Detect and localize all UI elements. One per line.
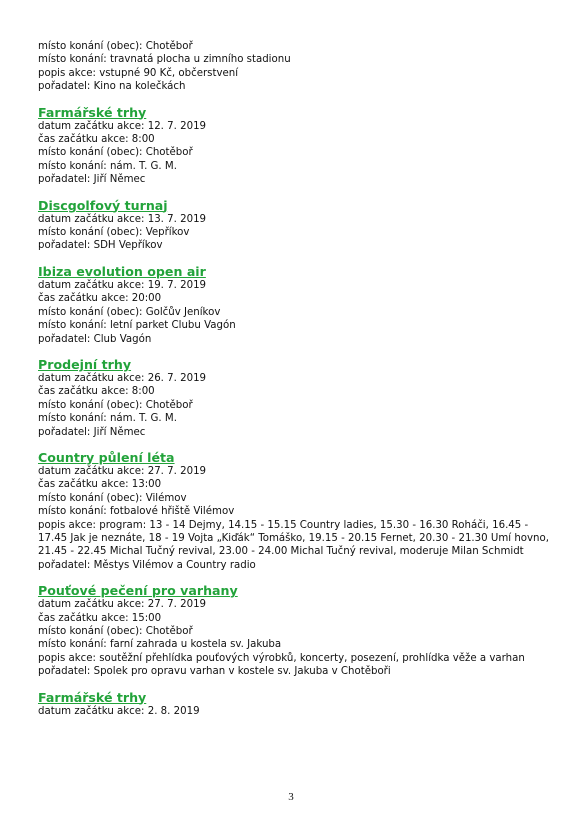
event-farmers-market-2 <box>38 690 560 718</box>
event-venue: místo konání: travnatá plocha u zimního stadionu <box>38 54 291 66</box>
page-number: 3 <box>288 791 294 803</box>
event-sales-market <box>38 357 560 439</box>
event-description: popis akce: program: 13 - 14 Dejmy, 14.15 - 15.15 Country ladies, 15.30 - 16.30 Roháči, 16.45 - 17.45 Jak je neznáte, 18 - 19 Vojta „Kiďák“ Tomáško, 19.15 - 20.15 Fernet, 20.30 - 21.30 Umí hovno, 21.45 - 22.45 Michal Tučný revival, 23.00 - 24.00 Michal Tučný revival, moderuje Milan Schmidt <box>38 519 549 558</box>
event-venue: místo konání: nám. T. G. M. <box>38 160 177 172</box>
event-farmers-market <box>38 105 560 187</box>
event-organizer: pořadatel: Kino na kolečkách <box>38 81 186 93</box>
event-organizer: pořadatel: Spolek pro opravu varhan v kostele sv. Jakuba v Chotěboři <box>38 666 391 678</box>
event-continued <box>38 40 560 94</box>
event-start-time: čas začátku akce: 13:00 <box>38 479 162 491</box>
event-discgolf <box>38 198 560 253</box>
event-title[interactable]: Discgolfový turnaj <box>38 197 168 213</box>
event-ibiza <box>38 264 560 346</box>
event-venue-town: místo konání (obec): Vepříkov <box>38 227 190 239</box>
event-title[interactable]: Farmářské trhy <box>38 104 147 120</box>
event-start-date: datum začátku akce: 27. 7. 2019 <box>38 465 207 477</box>
event-start-time: čas začátku akce: 8:00 <box>38 386 155 398</box>
event-venue-town: místo konání (obec): Chotěboř <box>38 41 193 52</box>
event-start-date: datum začátku akce: 26. 7. 2019 <box>38 372 207 384</box>
event-description: popis akce: soutěžní přehlídka pouťových výrobků, koncerty, posezení, prohlídka věže a varhan <box>38 652 525 664</box>
event-venue-town: místo konání (obec): Chotěboř <box>38 399 193 411</box>
event-organizer: pořadatel: Jiří Němec <box>38 426 146 438</box>
event-venue: místo konání: letní parket Clubu Vagón <box>38 320 236 332</box>
event-organizer: pořadatel: Jiří Němec <box>38 174 146 186</box>
event-venue: místo konání: nám. T. G. M. <box>38 413 177 425</box>
event-start-date: datum začátku akce: 13. 7. 2019 <box>38 213 207 225</box>
event-start-time: čas začátku akce: 8:00 <box>38 134 155 146</box>
event-organizer: pořadatel: Club Vagón <box>38 333 152 345</box>
event-baking <box>38 583 560 678</box>
event-title[interactable]: Farmářské trhy <box>38 689 147 705</box>
event-title[interactable]: Country půlení léta <box>38 449 175 465</box>
event-start-time: čas začátku akce: 15:00 <box>38 612 162 624</box>
event-title[interactable]: Ibiza evolution open air <box>38 263 206 279</box>
event-start-date: datum začátku akce: 12. 7. 2019 <box>38 120 207 132</box>
event-venue-town: místo konání (obec): Golčův Jeníkov <box>38 306 221 318</box>
event-venue-town: místo konání (obec): Chotěboř <box>38 626 193 637</box>
event-list <box>38 40 560 718</box>
event-organizer: pořadatel: Městys Vilémov a Country radio <box>38 559 256 571</box>
event-venue: místo konání: farní zahrada u kostela sv. Jakuba <box>38 639 282 651</box>
event-venue: místo konání: fotbalové hřiště Vilémov <box>38 506 235 518</box>
event-start-date: datum začátku akce: 2. 8. 2019 <box>38 705 200 717</box>
event-title[interactable]: Pouťové pečení pro varhany <box>38 583 238 599</box>
event-start-time: čas začátku akce: 20:00 <box>38 293 162 305</box>
event-start-date: datum začátku akce: 27. 7. 2019 <box>38 599 207 611</box>
event-start-date: datum začátku akce: 19. 7. 2019 <box>38 279 207 291</box>
event-description: popis akce: vstupné 90 Kč, občerstvení <box>38 67 239 79</box>
event-venue-town: místo konání (obec): Chotěboř <box>38 147 193 159</box>
event-organizer: pořadatel: SDH Vepříkov <box>38 240 163 252</box>
event-country <box>38 450 560 572</box>
event-venue-town: místo konání (obec): Vilémov <box>38 492 187 504</box>
event-title[interactable]: Prodejní trhy <box>38 356 132 372</box>
